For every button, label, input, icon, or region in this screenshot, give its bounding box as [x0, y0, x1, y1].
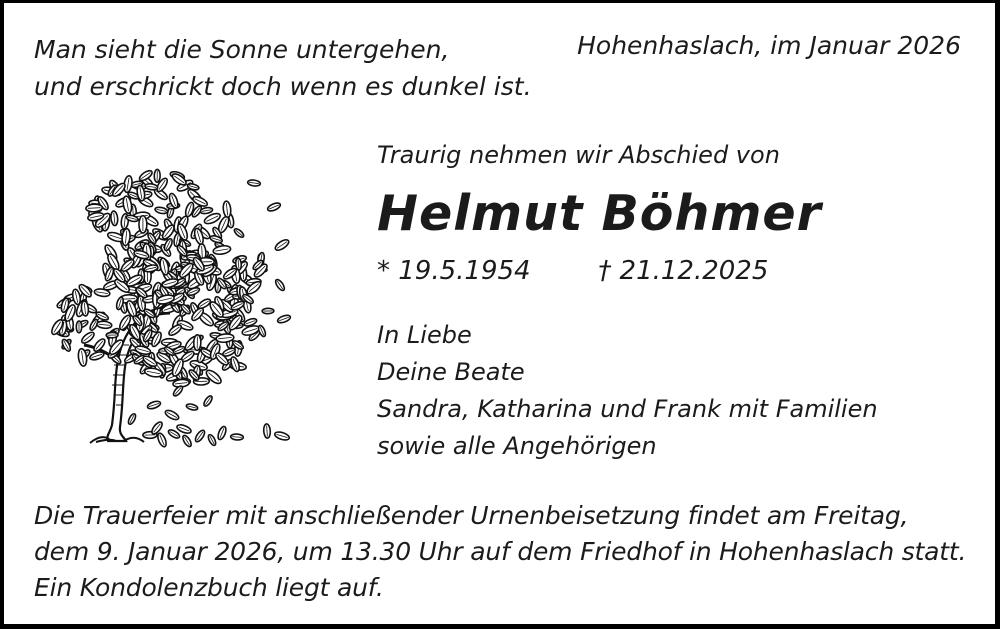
farewell-block	[377, 317, 878, 465]
funeral-line: dem 9. Januar 2026, um 13.30 Uhr auf dem Friedhof in Hohenhaslach statt.	[34, 537, 967, 566]
epigraph-line-1: Man sieht die Sonne untergehen,	[34, 35, 450, 64]
windblown-tree-illustration	[32, 145, 332, 465]
deceased-name: Helmut Böhmer	[377, 185, 822, 242]
epigraph-line-2: und erschrickt doch wenn es dunkel ist.	[34, 72, 532, 101]
funeral-line: Die Trauerfeier mit anschließender Urnenbeisetzung findet am Freitag,	[34, 501, 909, 530]
farewell-line: In Liebe	[377, 321, 472, 349]
epigraph	[34, 31, 532, 105]
birth-date: * 19.5.1954	[377, 256, 531, 286]
funeral-line: Ein Kondolenzbuch liegt auf.	[34, 573, 384, 602]
farewell-line: Sandra, Katharina und Frank mit Familien	[377, 395, 878, 423]
intro-line: Traurig nehmen wir Abschied von	[377, 141, 780, 169]
funeral-info-block	[34, 498, 966, 606]
farewell-line: sowie alle Angehörigen	[377, 432, 657, 460]
place-dateline: Hohenhaslach, im Januar 2026	[577, 31, 961, 60]
death-date: † 21.12.2025	[598, 256, 769, 286]
farewell-line: Deine Beate	[377, 358, 525, 386]
life-dates	[377, 256, 822, 286]
